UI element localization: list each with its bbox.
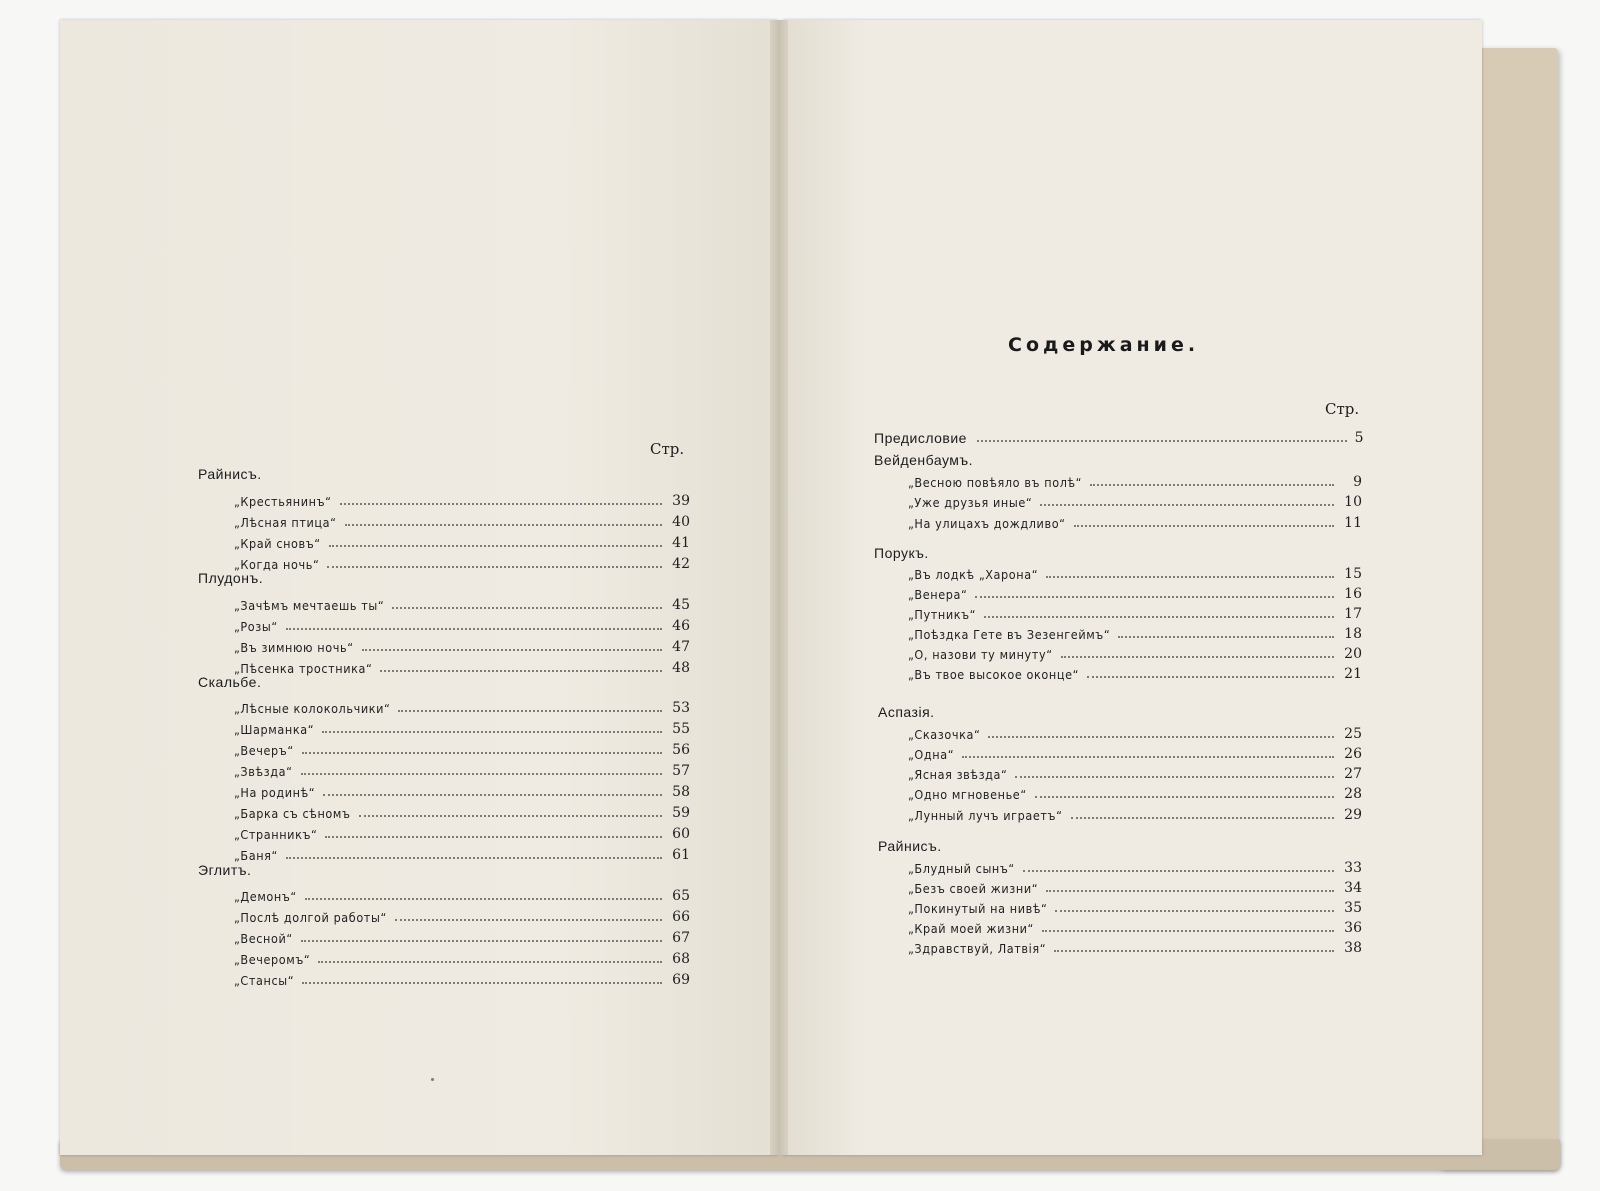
toc-entry[interactable] <box>234 947 690 967</box>
dot-leader <box>984 616 1334 618</box>
entry-page: 46 <box>672 618 690 634</box>
toc-entry[interactable] <box>908 562 1362 582</box>
entry-page: 33 <box>1344 860 1362 876</box>
section-author: Порукъ. <box>874 545 929 561</box>
entry-page: 20 <box>1344 646 1362 662</box>
entry-page: 48 <box>672 660 690 676</box>
section-author: Скальбе. <box>198 674 262 690</box>
dot-leader <box>398 710 662 712</box>
dot-leader <box>1054 950 1334 952</box>
entry-title: „Блудный сынъ“ <box>908 861 1015 876</box>
toc-entry-preface[interactable] <box>874 426 1364 446</box>
entry-title: „Баня“ <box>234 848 278 863</box>
entry-page: 68 <box>672 951 690 967</box>
entry-title: „Звѣзда“ <box>234 764 293 779</box>
entry-title: „Здравствуй, Латвія“ <box>908 941 1047 956</box>
entry-title: „Барка съ сѣномъ <box>234 806 351 821</box>
section-author: Эглитъ. <box>198 862 252 878</box>
dot-leader <box>962 756 1334 758</box>
dot-leader <box>977 440 1347 442</box>
entry-page: 42 <box>672 556 690 572</box>
entry-page: 57 <box>672 763 690 779</box>
toc-entry[interactable] <box>234 510 690 530</box>
dot-leader <box>1015 776 1334 778</box>
entry-page: 11 <box>1344 515 1362 531</box>
toc-entry[interactable] <box>234 926 690 946</box>
toc-entry[interactable] <box>908 490 1362 510</box>
toc-entry[interactable] <box>908 662 1362 682</box>
entry-page: 58 <box>672 784 690 800</box>
toc-entry[interactable] <box>908 642 1362 662</box>
entry-page: 29 <box>1344 807 1362 823</box>
dot-leader <box>1042 930 1334 932</box>
toc-entry[interactable] <box>908 936 1362 956</box>
toc-entry[interactable] <box>234 884 690 904</box>
dot-leader <box>301 773 663 775</box>
toc-entry[interactable] <box>234 593 690 613</box>
entry-title: „Вечеръ“ <box>234 743 294 758</box>
entry-page: 36 <box>1344 920 1362 936</box>
toc-entry[interactable] <box>234 552 690 572</box>
dot-leader <box>1071 817 1335 819</box>
toc-entry[interactable] <box>234 696 690 716</box>
toc-entry[interactable] <box>234 801 690 821</box>
entry-title: „Венера“ <box>908 587 968 602</box>
dot-leader <box>1023 870 1334 872</box>
entry-page: 25 <box>1344 726 1362 742</box>
toc-entry[interactable] <box>234 489 690 509</box>
entry-title: „Странникъ“ <box>234 827 318 842</box>
toc-entry[interactable] <box>234 968 690 988</box>
toc-entry[interactable] <box>908 622 1362 642</box>
entry-title: „Розы“ <box>234 619 278 634</box>
entry-title: „Весною повѣяло въ полѣ“ <box>908 475 1083 490</box>
entry-page: 66 <box>672 909 690 925</box>
dot-leader <box>380 670 662 672</box>
toc-entry[interactable] <box>908 896 1362 916</box>
entry-page: 45 <box>672 597 690 613</box>
dot-leader <box>362 649 662 651</box>
entry-page: 21 <box>1344 666 1362 682</box>
dot-leader <box>392 607 662 609</box>
entry-title: „Въ зимнюю ночь“ <box>234 640 354 655</box>
paper-speck <box>431 1078 434 1081</box>
dot-leader <box>395 919 662 921</box>
toc-entry[interactable] <box>234 635 690 655</box>
entry-page: 61 <box>672 847 690 863</box>
entry-title: „Весной“ <box>234 931 293 946</box>
toc-entry[interactable] <box>234 531 690 551</box>
dot-leader <box>359 815 662 817</box>
entry-page: 16 <box>1344 586 1362 602</box>
entry-title: „Въ твое высокое оконце“ <box>908 667 1080 682</box>
toc-entry[interactable] <box>234 822 690 842</box>
entry-title: „На улицахъ дождливо“ <box>908 516 1066 531</box>
preface-page: 5 <box>1354 430 1364 446</box>
entry-title: „Поѣздка Гете въ Зезенгеймъ“ <box>908 627 1111 642</box>
dot-leader <box>1035 796 1334 798</box>
toc-entry[interactable] <box>908 582 1362 602</box>
entry-page: 18 <box>1344 626 1362 642</box>
entry-page: 10 <box>1344 494 1362 510</box>
section-author: Райнисъ. <box>878 838 942 854</box>
dot-leader <box>323 794 662 796</box>
entry-page: 53 <box>672 700 690 716</box>
toc-entry[interactable] <box>908 916 1362 936</box>
dot-leader <box>305 898 662 900</box>
entry-page: 65 <box>672 888 690 904</box>
dot-leader <box>286 857 662 859</box>
entry-page: 17 <box>1344 606 1362 622</box>
entry-page: 27 <box>1344 766 1362 782</box>
entry-title: „Край моей жизни“ <box>908 921 1034 936</box>
dot-leader <box>318 961 662 963</box>
toc-entry[interactable] <box>234 905 690 925</box>
dot-leader <box>286 628 662 630</box>
toc-entry[interactable] <box>908 722 1362 742</box>
entry-page: 60 <box>672 826 690 842</box>
entry-title: „Когда ночь“ <box>234 557 320 572</box>
entry-page: 39 <box>672 493 690 509</box>
dot-leader <box>1046 890 1334 892</box>
toc-entry[interactable] <box>234 759 690 779</box>
entry-page: 59 <box>672 805 690 821</box>
entry-title: „Одно мгновенье“ <box>908 787 1027 802</box>
entry-page: 55 <box>672 721 690 737</box>
toc-entry[interactable] <box>908 803 1362 823</box>
entry-page: 34 <box>1344 880 1362 896</box>
entry-title: „Ясная звѣзда“ <box>908 767 1008 782</box>
entry-title: „Демонъ“ <box>234 889 297 904</box>
dot-leader <box>1118 636 1334 638</box>
entry-page: 35 <box>1344 900 1362 916</box>
page-column-label-left: Стр. <box>650 440 685 458</box>
entry-title: „О, назови ту минуту“ <box>908 647 1053 662</box>
entry-page: 26 <box>1344 746 1362 762</box>
toc-entry[interactable] <box>908 762 1362 782</box>
toc-entry[interactable] <box>908 602 1362 622</box>
entry-title: „Пѣсенка тростника“ <box>234 661 373 676</box>
dot-leader <box>329 545 662 547</box>
dot-leader <box>345 524 662 526</box>
entry-title: „Лунный лучъ играетъ“ <box>908 808 1063 823</box>
toc-entry[interactable] <box>234 738 690 758</box>
toc-entry[interactable] <box>908 511 1362 531</box>
toc-entry[interactable] <box>234 614 690 634</box>
entry-page: 56 <box>672 742 690 758</box>
dot-leader <box>302 982 662 984</box>
dot-leader <box>325 836 662 838</box>
entry-title: „Покинутый на нивѣ“ <box>908 901 1048 916</box>
entry-page: 47 <box>672 639 690 655</box>
dot-leader <box>302 752 662 754</box>
entry-page: 38 <box>1344 940 1362 956</box>
entry-title: „Послѣ долгой работы“ <box>234 910 387 925</box>
entry-title: „Край сновъ“ <box>234 536 321 551</box>
entry-page: 41 <box>672 535 690 551</box>
dot-leader <box>301 940 662 942</box>
toc-entry[interactable] <box>908 876 1362 896</box>
toc-entry[interactable] <box>908 782 1362 802</box>
entry-title: „Лѣсные колокольчики“ <box>234 701 391 716</box>
page-title: Содержание. <box>1008 334 1200 356</box>
dot-leader <box>1040 504 1334 506</box>
entry-page: 28 <box>1344 786 1362 802</box>
dot-leader <box>327 566 662 568</box>
dot-leader <box>340 503 662 505</box>
dot-leader <box>1046 576 1334 578</box>
entry-page: 40 <box>672 514 690 530</box>
section-author: Плудонъ. <box>198 570 264 586</box>
toc-entry[interactable] <box>234 656 690 676</box>
entry-title: „Шарманка“ <box>234 722 315 737</box>
toc-entry[interactable] <box>908 742 1362 762</box>
section-author: Вейденбаумъ. <box>874 452 974 468</box>
toc-entry[interactable] <box>234 843 690 863</box>
toc-entry[interactable] <box>234 780 690 800</box>
entry-title: „Лѣсная птица“ <box>234 515 337 530</box>
toc-entry[interactable] <box>908 470 1362 490</box>
entry-title: „Крестьянинъ“ <box>234 494 332 509</box>
entry-title: „Сказочка“ <box>908 727 981 742</box>
preface-title: Предисловие <box>874 430 967 446</box>
dot-leader <box>1087 676 1334 678</box>
entry-title: „Одна“ <box>908 747 955 762</box>
dot-leader <box>322 731 662 733</box>
toc-entry[interactable] <box>234 717 690 737</box>
dot-leader <box>1061 656 1334 658</box>
entry-title: „Въ лодкѣ „Харона“ <box>908 567 1039 582</box>
dot-leader <box>1055 910 1334 912</box>
entry-title: „Стансы“ <box>234 973 295 988</box>
entry-page: 15 <box>1344 566 1362 582</box>
book-gutter <box>770 20 788 1155</box>
section-author: Аспазія. <box>878 704 935 720</box>
entry-title: „Зачѣмъ мечтаешь ты“ <box>234 598 385 613</box>
dot-leader <box>1090 484 1334 486</box>
dot-leader <box>1074 525 1334 527</box>
entry-page: 9 <box>1353 474 1362 490</box>
entry-title: „На родинѣ“ <box>234 785 316 800</box>
toc-entry[interactable] <box>908 856 1362 876</box>
entry-page: 69 <box>672 972 690 988</box>
section-author: Райнисъ. <box>198 466 262 482</box>
entry-title: „Безъ своей жизни“ <box>908 881 1039 896</box>
dot-leader <box>988 736 1334 738</box>
page-column-label-right: Стр. <box>1325 400 1360 418</box>
entry-title: „Уже друзья иные“ <box>908 495 1033 510</box>
entry-title: „Путникъ“ <box>908 607 977 622</box>
dot-leader <box>975 596 1334 598</box>
entry-title: „Вечеромъ“ <box>234 952 311 967</box>
entry-page: 67 <box>672 930 690 946</box>
